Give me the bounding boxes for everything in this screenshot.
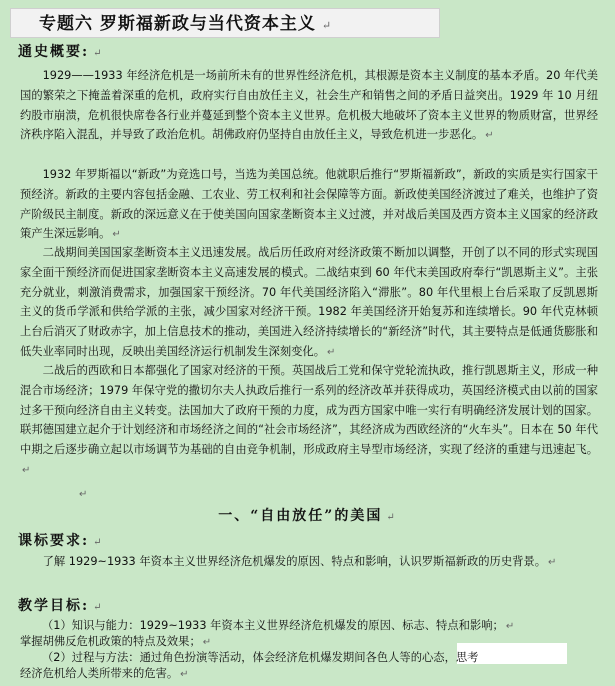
overview-paragraph-4: 二战后的西欧和日本都强化了国家对经济的干预。英国战后工党和保守党轮流执政，推行凯恩斯主义，形成一种混合市场经济；1979 年保守党的撒切尔夫人执政后推行一系列的经济改革并获得成功，英国经济模式由以前的国家过多干预向经济自由主义转变。法国加大了政府干预的力度，成为西方国家中唯一实行有明确经济发展计划的国家。联邦德国建立起介于计划经济和市场经济之间的“社会市场经济”，其经济成为西欧经济的“火车头”。日本在 50 年代中期之后逐步确立起以市场调节为基础的自由竞争机制，形成政府主导型市场经济，实现了经济的重建与迅速起飞。↵ (20, 364, 598, 476)
overview-label (18, 43, 104, 63)
paragraph-mark-icon: ↵ (112, 229, 121, 241)
curriculum-paragraph: 了解 1929~1933 年资本主义世界经济危机爆发的原因、特点和影响，认识罗斯福新政的历史背景。 ↵ (42, 555, 557, 568)
objective-line-1: （1）知识与能力：1929~1933 年资本主义世界经济危机爆发的原因、标志、特点和影响； ↵ (42, 619, 515, 632)
objective-line-2: 掌握胡佛反危机政策的特点及效果； ↵ (20, 635, 212, 648)
section-subheading (0, 506, 615, 528)
document-title-text: 专题六 罗斯福新政与当代资本主义 (39, 14, 316, 34)
overview-paragraph-1: 1929——1933 年经济危机是一场前所未有的世界性经济危机，其根源是资本主义制度的基本矛盾。20 年代美国的繁荣之下掩盖着深重的危机，政府实行自由放任主义，社会生产和销售之间的矛盾日益突出。1929 年 10 月纽约股市崩溃，危机很快席卷各行业并蔓延到整个资本主义世界。危机极大地破坏了资本主义世界的物质财富，世界经济秩序陷入混乱，并导致了政治危机。胡佛政府仍坚持自由放任主义，导致危机进一步恶化。 ↵ (20, 69, 598, 142)
overview-paragraph-2: 1932 年罗斯福以“新政”为竞选口号，当选为美国总统。他就职后推行“罗斯福新政”，新政的实质是实行国家干预经济。新政的主要内容包括金融、工农业、劳工权利和社会保障等方面。新政使美国经济渡过了难关，也维护了资产阶级民主制度。新政的深远意义在于使美国向国家垄断资本主义过渡，并对战后美国及西方资本主义国家的经济政策产生深远影响。 ↵ (20, 168, 598, 241)
paragraph-mark-icon: ↵ (386, 512, 397, 523)
paragraph-mark-icon: ↵ (22, 464, 31, 476)
paragraph-mark-icon: ↵ (548, 557, 557, 568)
paragraph-mark-icon: ↵ (321, 19, 333, 32)
paragraph-mark-icon: ↵ (327, 346, 336, 358)
curriculum-label (18, 532, 104, 552)
overview-label-text: 通史概要: (18, 44, 90, 60)
overview-paragraph-3: 二战期间美国国家垄断资本主义迅速发展。战后历任政府对经济政策不断加以调整，开创了以不同的形式实现国家全面干预经济而促进国家垄断资本主义高速发展的模式。二战结束到 60 年代末美国政府奉行“凯恩斯主义”。主张充分就业，刺激消费需求，加强国家干预经济。70 年代美国经济陷入“滞胀”。80 年代里根上台后采取了反凯恩斯主义的货币学派和供给学派的主张，减少国家对经济干预。1982 年美国经济开始复苏和连续增长。90 年代克林顿上台后消灭了财政赤字，加上信息技术的推动，美国进入经济持续增长的“新经济”时代，其主要特点是低通货膨胀和低失业率同时出现，反映出美国经济运行机制发生深刻变化。 ↵ (20, 246, 598, 358)
paragraph-mark-icon: ↵ (202, 637, 212, 648)
document-title (10, 8, 440, 38)
paragraph-mark-icon: ↵ (93, 602, 104, 613)
section-subheading-text: 一、“自由放任”的美国 (218, 508, 383, 524)
objectives-label-text: 教学目标: (18, 598, 90, 614)
paragraph-mark-icon: ↵ (505, 621, 515, 632)
paragraph-mark-icon: ↵ (180, 669, 189, 680)
objectives-label (18, 597, 104, 617)
paragraph-mark-icon: ↵ (93, 48, 104, 59)
paragraph-mark-icon: ↵ (79, 489, 88, 500)
objective-line-4: 经济危机给人类所带来的危害。 ↵ (20, 667, 189, 680)
paragraph-mark-icon: ↵ (485, 130, 494, 142)
paragraph-mark-icon: ↵ (93, 537, 104, 548)
curriculum-label-text: 课标要求: (18, 533, 90, 549)
objective-line-3: （2）过程与方法：通过角色扮演等活动，体会经济危机爆发期间各色人等的心态，思考 (42, 651, 479, 664)
